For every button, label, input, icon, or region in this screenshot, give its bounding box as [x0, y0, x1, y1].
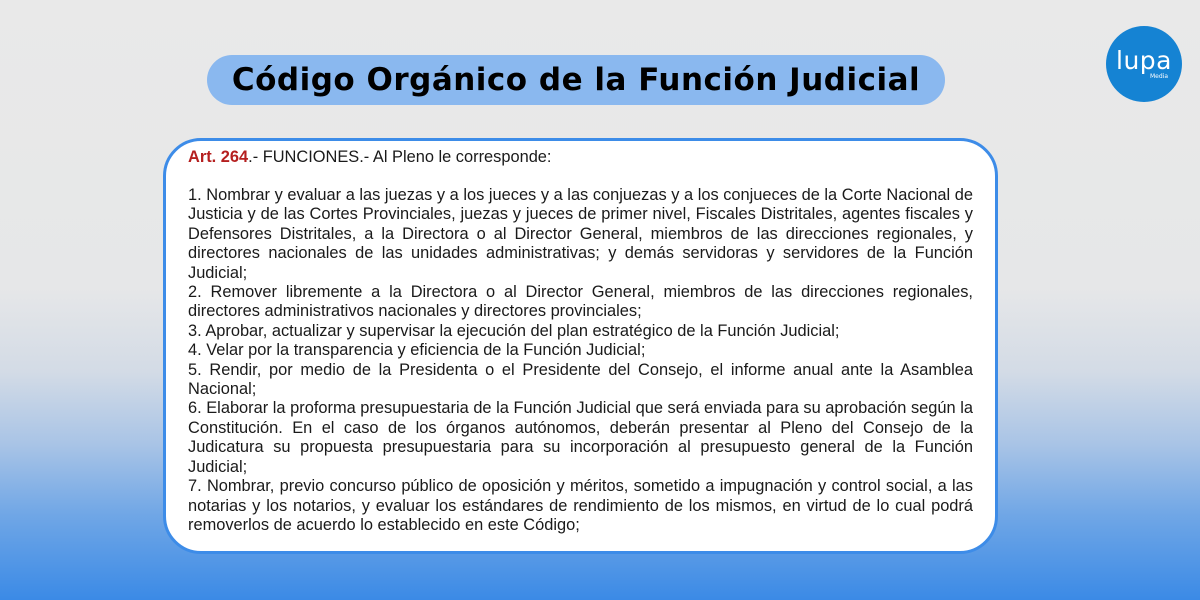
article-excerpt-card	[163, 138, 998, 554]
article-item-2: 2. Remover libremente a la Directora o al Director General, miembros de las direcciones regionales, directores administrativos nacionales y directores provinciales;	[188, 283, 973, 321]
lupa-media-logo	[1106, 26, 1182, 102]
article-item-7: 7. Nombrar, previo concurso público de oposición y méritos, sometido a impugnación y control social, a las notarias y los notarios, y evaluar los estándares de rendimiento de los mismos, en virtud de lo cual podrá removerlos de acuerdo lo establecido en este Código;	[188, 477, 973, 534]
article-item-1: 1. Nombrar y evaluar a las juezas y a los jueces y a las conjuezas y a los conjueces de la Corte Nacional de Justicia y de las Cortes Provinciales, juezas y jueces de primer nivel, Fiscales Distritales, agentes fiscales y Defensores Distritales, a la Directora o al Director General, miembros de las direcciones regionales, y directores nacionales de las unidades administrativas; y demás servidoras y servidores de la Función Judicial;	[188, 186, 973, 282]
logo-word: lupa	[1116, 45, 1172, 75]
article-heading	[188, 148, 973, 167]
article-number: Art. 264	[188, 148, 249, 166]
title-banner	[207, 55, 945, 105]
page-title: Código Orgánico de la Función Judicial	[231, 62, 921, 98]
logo-subtitle: Media	[1149, 72, 1169, 80]
article-item-6: 6. Elaborar la proforma presupuestaria de la Función Judicial que será enviada para su aprobación según la Constitución. En el caso de los órganos autónomos, deberán presentar al Pleno del Consejo de la Judicatura su propuesta presupuestaria para su incorporación al presupuesto general de la Función Judicial;	[188, 399, 973, 476]
article-item-4: 4. Velar por la transparencia y eficiencia de la Función Judicial;	[188, 341, 646, 360]
article-items	[188, 186, 973, 535]
article-item-5: 5. Rendir, por medio de la Presidenta o el Presidente del Consejo, el informe anual ante la Asamblea Nacional;	[188, 360, 973, 399]
article-item-3: 3. Aprobar, actualizar y supervisar la ejecución del plan estratégico de la Función Judicial;	[188, 321, 840, 340]
article-heading-text: .- FUNCIONES.- Al Pleno le corresponde:	[248, 148, 552, 166]
